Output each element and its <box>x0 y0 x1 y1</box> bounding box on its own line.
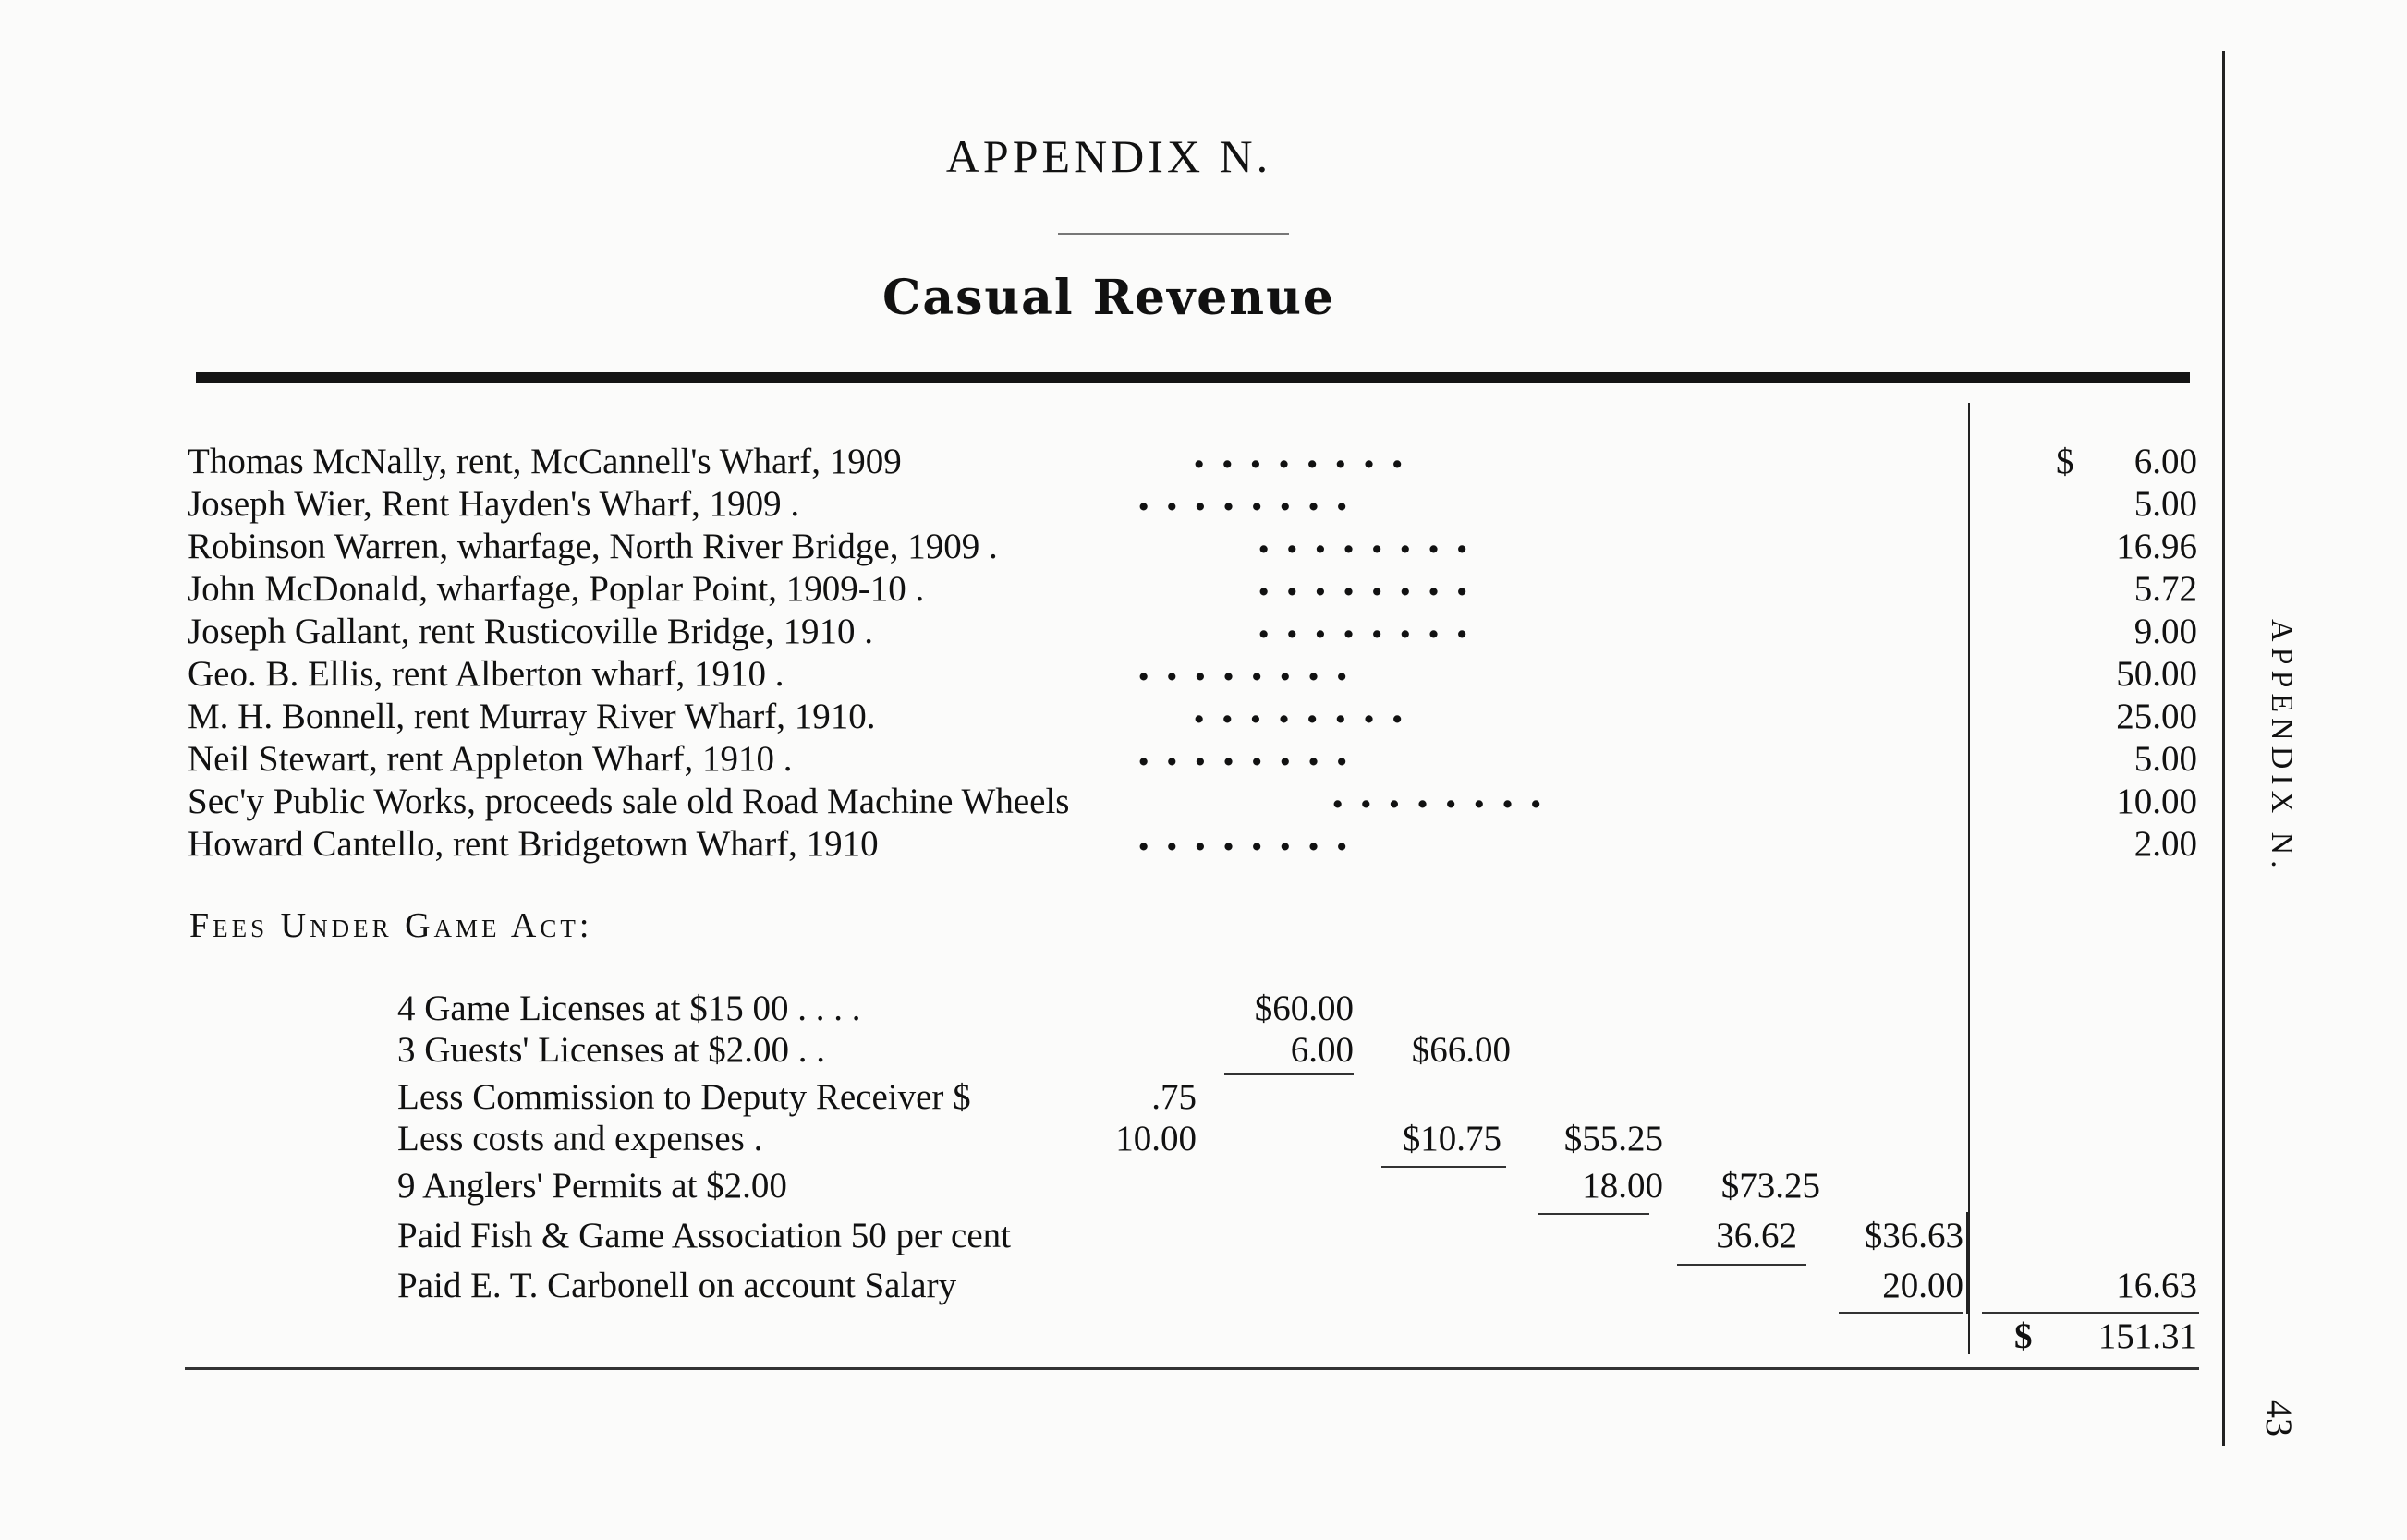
entry-amount: 16.96 <box>2116 527 2197 566</box>
entry-amount: 10.00 <box>2116 782 2197 821</box>
entry-amount: 25.00 <box>2116 697 2197 736</box>
amount-column-rule <box>1968 403 1970 1354</box>
bottom-rule <box>185 1367 2199 1370</box>
fee-value: $55.25 <box>1563 1119 1663 1158</box>
leader-dots: . . . . . . . . <box>1137 643 1349 690</box>
entry-amount: 5.72 <box>2133 569 2197 609</box>
subtotal-rule <box>1224 1073 1354 1075</box>
running-head <box>2255 619 2310 915</box>
entry-description: John McDonald, wharfage, Poplar Point, 1909-10 . <box>188 569 925 609</box>
total-currency: $ <box>2014 1316 2033 1356</box>
page-number <box>2255 1400 2310 1473</box>
fee-label: Less Commission to Deputy Receiver $ <box>397 1077 971 1117</box>
entry-description: Geo. B. Ellis, rent Alberton wharf, 1910 . <box>188 654 784 694</box>
entry-amount: 2.00 <box>2133 824 2197 864</box>
fee-value: 18.00 <box>1582 1166 1663 1206</box>
fee-value: 36.62 <box>1716 1216 1797 1255</box>
leader-dots: . . . . . . . . <box>1137 813 1349 860</box>
section-heading: Fees Under Game Act: <box>189 906 593 945</box>
entry-description: Thomas McNally, rent, McCannell's Wharf, 1909 <box>188 442 902 481</box>
total-rule <box>1982 1312 2199 1314</box>
entry-amount: 9.00 <box>2133 612 2197 651</box>
fee-value: $60.00 <box>1254 988 1354 1028</box>
entry-description: Neil Stewart, rent Appleton Wharf, 1910 . <box>188 739 793 779</box>
margin-rule <box>2222 51 2225 1446</box>
currency-symbol: $ <box>2056 442 2074 481</box>
fee-label: Paid E. T. Carbonell on account Salary <box>397 1266 957 1305</box>
fee-value: $66.00 <box>1411 1030 1511 1070</box>
fee-value: 20.00 <box>1882 1266 1963 1305</box>
entry-amount: 5.00 <box>2133 739 2197 779</box>
fee-value: .75 <box>1151 1077 1197 1117</box>
page-number-text: 43 <box>2258 1400 2300 1437</box>
leader-dots: . . . . . . . . <box>1137 728 1349 775</box>
subtotal-rule <box>1538 1213 1649 1215</box>
entry-description: Sec'y Public Works, proceeds sale old Road Machine Wheels <box>188 782 1070 821</box>
heavy-rule <box>196 372 2190 383</box>
leader-dots: . . . . . . . . <box>1257 558 1469 605</box>
total-amount: 151.31 <box>2097 1316 2197 1356</box>
subtotal-rule <box>1677 1264 1806 1266</box>
fee-label: 9 Anglers' Permits at $2.00 <box>397 1166 787 1206</box>
fee-value: 6.00 <box>1290 1030 1354 1070</box>
page-title: APPENDIX N. <box>945 130 1272 182</box>
leader-dots: . . . . . . . . <box>1137 473 1349 520</box>
fee-label: 3 Guests' Licenses at $2.00 . . <box>397 1030 826 1070</box>
entry-description: M. H. Bonnell, rent Murray River Wharf, 1910. <box>188 697 876 736</box>
entry-description: Howard Cantello, rent Bridgetown Wharf, 1910 <box>188 824 879 864</box>
leader-dots: . . . . . . . . <box>1331 770 1543 818</box>
leader-dots: . . . . . . . . <box>1192 430 1404 478</box>
fee-value: $10.75 <box>1402 1119 1501 1158</box>
subtotal-rule <box>1381 1166 1506 1168</box>
fee-label: 4 Game Licenses at $15 00 . . . . <box>397 988 861 1028</box>
subtotal-rule <box>1839 1312 1963 1314</box>
title-divider <box>1058 233 1289 235</box>
leader-dots: . . . . . . . . <box>1257 600 1469 648</box>
fee-label: Paid Fish & Game Association 50 per cent <box>397 1216 1011 1255</box>
fee-value: 10.00 <box>1115 1119 1197 1158</box>
entry-amount: 5.00 <box>2133 484 2197 524</box>
fee-label: Less costs and expenses . <box>397 1119 763 1158</box>
running-head-text: APPENDIX N. <box>2265 619 2299 874</box>
entry-description: Joseph Gallant, rent Rusticoville Bridge, 1910 . <box>188 612 873 651</box>
leader-dots: . . . . . . . . <box>1257 515 1469 563</box>
entry-amount: 50.00 <box>2116 654 2197 694</box>
entry-description: Robinson Warren, wharfage, North River Bridge, 1909 . <box>188 527 998 566</box>
page-subtitle: Casual Revenue <box>881 270 1335 326</box>
fee-value: 16.63 <box>2116 1266 2197 1305</box>
fee-value: $73.25 <box>1720 1166 1820 1206</box>
entry-amount: 6.00 <box>2133 442 2197 481</box>
fee-value: $36.63 <box>1864 1216 1963 1255</box>
leader-dots: . . . . . . . . <box>1192 685 1404 733</box>
entry-description: Joseph Wier, Rent Hayden's Wharf, 1909 . <box>188 484 800 524</box>
column-rule <box>1966 1212 1968 1314</box>
